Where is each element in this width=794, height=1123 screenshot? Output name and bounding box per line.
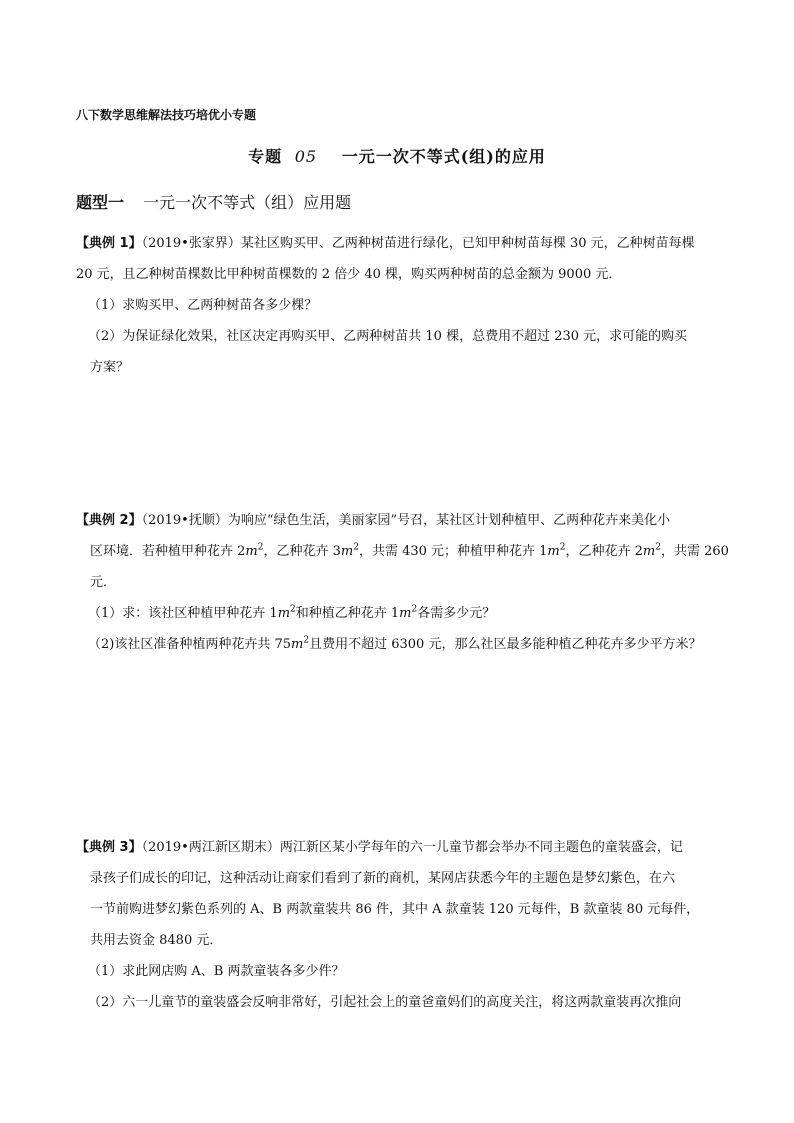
- example-1: [76, 228, 724, 383]
- example-3-label: 【典例 3】: [76, 840, 142, 855]
- example-3-line-4: 共用去资金 8480 元．: [90, 933, 223, 948]
- example-1-line-1: 【典例 1】（2019•张家界）某社区购买甲、乙两种树苗进行绿化，已知甲种树苗每棵 30 元，乙种树苗每棵: [76, 236, 695, 251]
- example-3-question-2: （2）六一儿童节的童装盛会反响非常好，引起社会上的童爸童妈们的高度关注，将这两款童装再次推向: [88, 995, 682, 1010]
- example-1-line-2: 20 元，且乙种树苗棵数比甲种树苗棵数的 2 倍少 40 棵，购买两种树苗的总金额为 9000 元．: [76, 267, 622, 282]
- section-text: 一元一次不等式（组）应用题: [143, 193, 352, 212]
- example-2-line-3: 元．: [90, 575, 117, 590]
- title-text: 一元一次不等式(组)的应用: [341, 147, 546, 166]
- example-2-question-1: （1）求：该社区种植甲种花卉 $1m^2$和种植乙种花卉 $1m^2$各需多少元？: [88, 604, 496, 621]
- example-2-label: 【典例 2】: [76, 513, 142, 528]
- section-tag: 题型一: [76, 193, 125, 212]
- section-heading: [76, 190, 351, 213]
- page-header: 八下数学思维解法技巧培优小专题: [76, 108, 257, 122]
- example-1-question-2-cont: 方案？: [90, 360, 130, 375]
- example-1-question-1: （1）求购买甲、乙两种树苗各多少棵？: [88, 298, 318, 313]
- example-2-line-1: 【典例 2】（2019•抚顺）为响应“绿色生活，美丽家园”号召，某社区计划种植甲、乙两种花卉来美化小: [76, 513, 671, 528]
- example-3-line-3: 一节前购进梦幻紫色系列的 A、B 两款童装共 86 件，其中 A 款童装 120 元每件，B 款童装 80 元每件，: [90, 902, 700, 917]
- example-3-question-1: （1）求此网店购 A、B 两款童装各多少件？: [88, 964, 345, 979]
- example-2-question-2: （2)该社区准备种植两种花卉共 $75m^2$且费用不超过 6300 元，那么社区最多能种植乙种花卉多少平方米？: [88, 635, 702, 652]
- title-number: 05: [294, 147, 318, 166]
- title-prefix: 专题: [248, 147, 283, 166]
- example-3-line-1: 【典例 3】（2019•两江新区期末）两江新区某小学每年的六一儿童节都会举办不同主题色的童装盛会，记: [76, 840, 683, 855]
- example-1-question-2: （2）为保证绿化效果，社区决定再购买甲、乙两种树苗共 10 棵，总费用不超过 230 元，求可能的购买: [88, 329, 688, 344]
- example-2-line-2: 区环境．若种植甲种花卉 $2m^2$，乙种花卉 $3m^2$，共需 430 元；种植甲种花卉 $1m^2$，乙种花卉 $2m^2$，共需 260: [90, 542, 729, 559]
- example-3: [76, 832, 724, 1018]
- example-3-line-2: 录孩子们成长的印记，这种活动让商家们看到了新的商机，某网店获悉今年的主题色是梦幻紫色，在六: [90, 871, 676, 886]
- page-title: [0, 144, 794, 167]
- example-1-label: 【典例 1】: [76, 236, 142, 251]
- example-2: [76, 505, 729, 660]
